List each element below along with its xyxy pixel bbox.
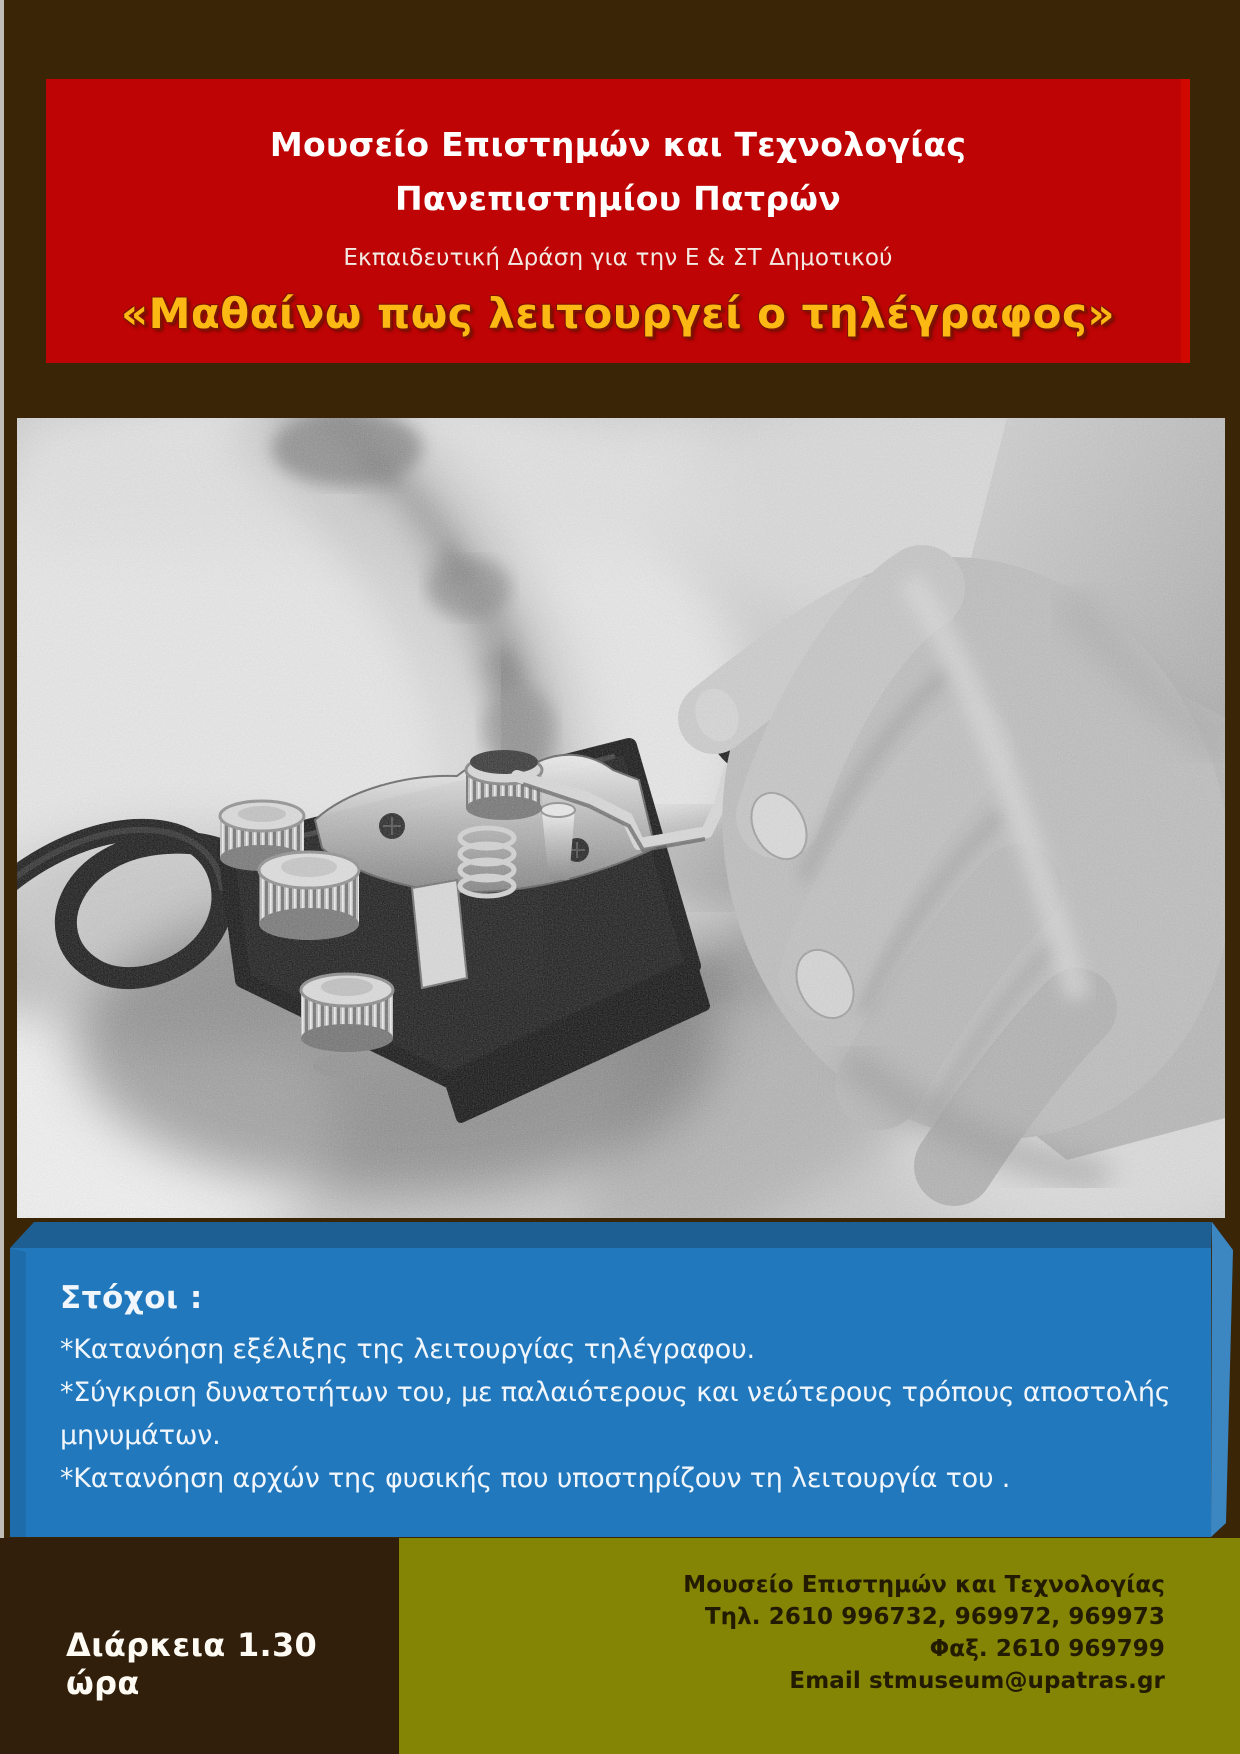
goals-panel — [60, 1278, 1200, 1500]
duration-label: Διάρκεια 1.30 ώρα — [66, 1626, 318, 1702]
museum-title-line2: Πανεπιστημίου Πατρών — [394, 179, 842, 218]
contact-info — [683, 1569, 1165, 1697]
header-banner — [46, 79, 1190, 363]
museum-title-line1: Μουσείο Επιστημών και Τεχνολογίας — [269, 125, 967, 164]
contact-museum-name: Μουσείο Επιστημών και Τεχνολογίας — [683, 1572, 1165, 1598]
goal-line-4: *Κατανόηση αρχών της φυσικής που υποστηρίζουν τη λειτουργία του . — [60, 1463, 1011, 1494]
activity-subtitle: Εκπαιδευτική Δράση για την Ε & ΣΤ Δημοτικού — [343, 245, 893, 271]
activity-headline: «Μαθαίνω πως λειτουργεί ο τηλέγραφος» — [120, 289, 1116, 338]
grain-overlay-dark — [17, 418, 1225, 1218]
footer-left-block — [0, 1538, 399, 1754]
telegraph-photo — [17, 418, 1225, 1218]
goals-heading: Στόχοι : — [60, 1280, 203, 1316]
contact-phone: Τηλ. 2610 996732, 969972, 969973 — [704, 1604, 1165, 1630]
contact-fax: Φαξ. 2610 969799 — [929, 1636, 1165, 1662]
footer-olive-block — [399, 1538, 1240, 1754]
contact-email: Email stmuseum@upatras.gr — [789, 1668, 1165, 1694]
photo-illustration — [17, 418, 1225, 1218]
goal-line-3: μηνυμάτων. — [60, 1420, 221, 1451]
goal-line-2: *Σύγκριση δυνατοτήτων του, με παλαιότερους και νεώτερους τρόπους αποστολής — [60, 1377, 1171, 1408]
goal-line-1: *Κατανόηση εξέλιξης της λειτουργίας τηλέγραφου. — [60, 1334, 755, 1365]
